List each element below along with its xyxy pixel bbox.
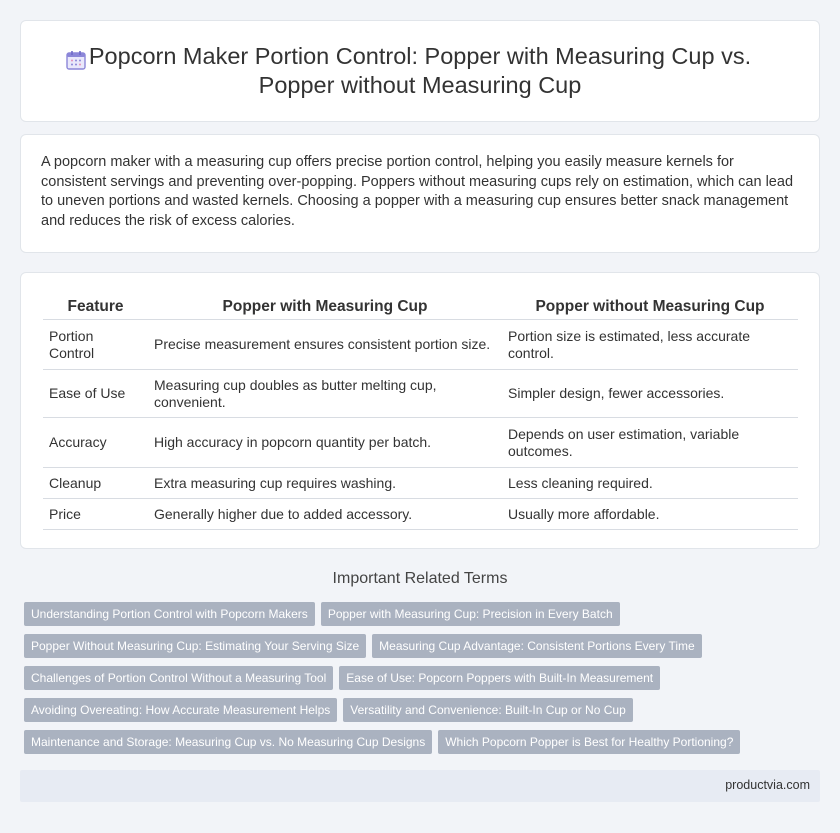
comparison-card	[20, 272, 820, 549]
intro-paragraph: A popcorn maker with a measuring cup offers precise portion control, helping you easily measure kernels for consistent servings and preventing over-popping. Poppers without measuring cups rely on estimation, which can lead to uneven portions and wasted kernels. Choosing a popper with a measuring cup ensures better snack management and reduces the risk of excess calories.	[41, 154, 794, 229]
table-row	[43, 370, 798, 418]
related-term-tag[interactable]: Which Popcorn Popper is Best for Healthy Portioning?	[438, 730, 740, 754]
row-without-cup: Portion size is estimated, less accurate control.	[502, 320, 798, 370]
related-term-tag[interactable]: Popper Without Measuring Cup: Estimating Your Serving Size	[24, 634, 366, 658]
row-feature: Price	[43, 499, 148, 530]
related-term-tag[interactable]: Challenges of Portion Control Without a Measuring Tool	[24, 666, 333, 690]
related-term-tag[interactable]: Maintenance and Storage: Measuring Cup vs. No Measuring Cup Designs	[24, 730, 432, 754]
related-term-tag[interactable]: Measuring Cup Advantage: Consistent Portions Every Time	[372, 634, 702, 658]
related-term-tag[interactable]: Understanding Portion Control with Popcorn Makers	[24, 602, 315, 626]
row-feature: Cleanup	[43, 468, 148, 499]
row-with-cup: High accuracy in popcorn quantity per batch.	[148, 418, 502, 468]
row-feature: Portion Control	[43, 320, 148, 370]
related-term-tag[interactable]: Popper with Measuring Cup: Precision in Every Batch	[321, 602, 620, 626]
related-terms-title: Important Related Terms	[332, 570, 508, 587]
title-card	[20, 20, 820, 122]
row-without-cup: Simpler design, fewer accessories.	[502, 370, 798, 418]
row-with-cup: Precise measurement ensures consistent portion size.	[148, 320, 502, 370]
header-feature: Feature	[43, 296, 148, 320]
row-feature: Ease of Use	[43, 370, 148, 418]
table-row	[43, 499, 798, 530]
footer	[20, 770, 820, 802]
row-without-cup: Usually more affordable.	[502, 499, 798, 530]
table-row	[43, 320, 798, 370]
page-title: Popcorn Maker Portion Control: Popper with Measuring Cup vs. Popper without Measuring Cup	[88, 43, 752, 98]
row-with-cup: Extra measuring cup requires washing.	[148, 468, 502, 499]
row-with-cup: Measuring cup doubles as butter melting cup, convenient.	[148, 370, 502, 418]
header-with-cup: Popper with Measuring Cup	[148, 296, 502, 320]
table-row	[43, 418, 798, 468]
row-without-cup: Depends on user estimation, variable outcomes.	[502, 418, 798, 468]
table-row	[43, 468, 798, 499]
footer-site-link[interactable]: productvia.com	[725, 778, 810, 792]
related-term-tag[interactable]: Versatility and Convenience: Built-In Cup or No Cup	[343, 698, 632, 722]
related-term-tag[interactable]: Avoiding Overeating: How Accurate Measurement Helps	[24, 698, 337, 722]
header-without-cup: Popper without Measuring Cup	[502, 296, 798, 320]
row-with-cup: Generally higher due to added accessory.	[148, 499, 502, 530]
related-terms-tags	[24, 602, 814, 754]
comparison-table	[43, 296, 798, 530]
row-feature: Accuracy	[43, 418, 148, 468]
row-without-cup: Less cleaning required.	[502, 468, 798, 499]
intro-card	[20, 134, 820, 253]
table-header-row	[43, 296, 798, 320]
related-term-tag[interactable]: Ease of Use: Popcorn Poppers with Built-In Measurement	[339, 666, 660, 690]
